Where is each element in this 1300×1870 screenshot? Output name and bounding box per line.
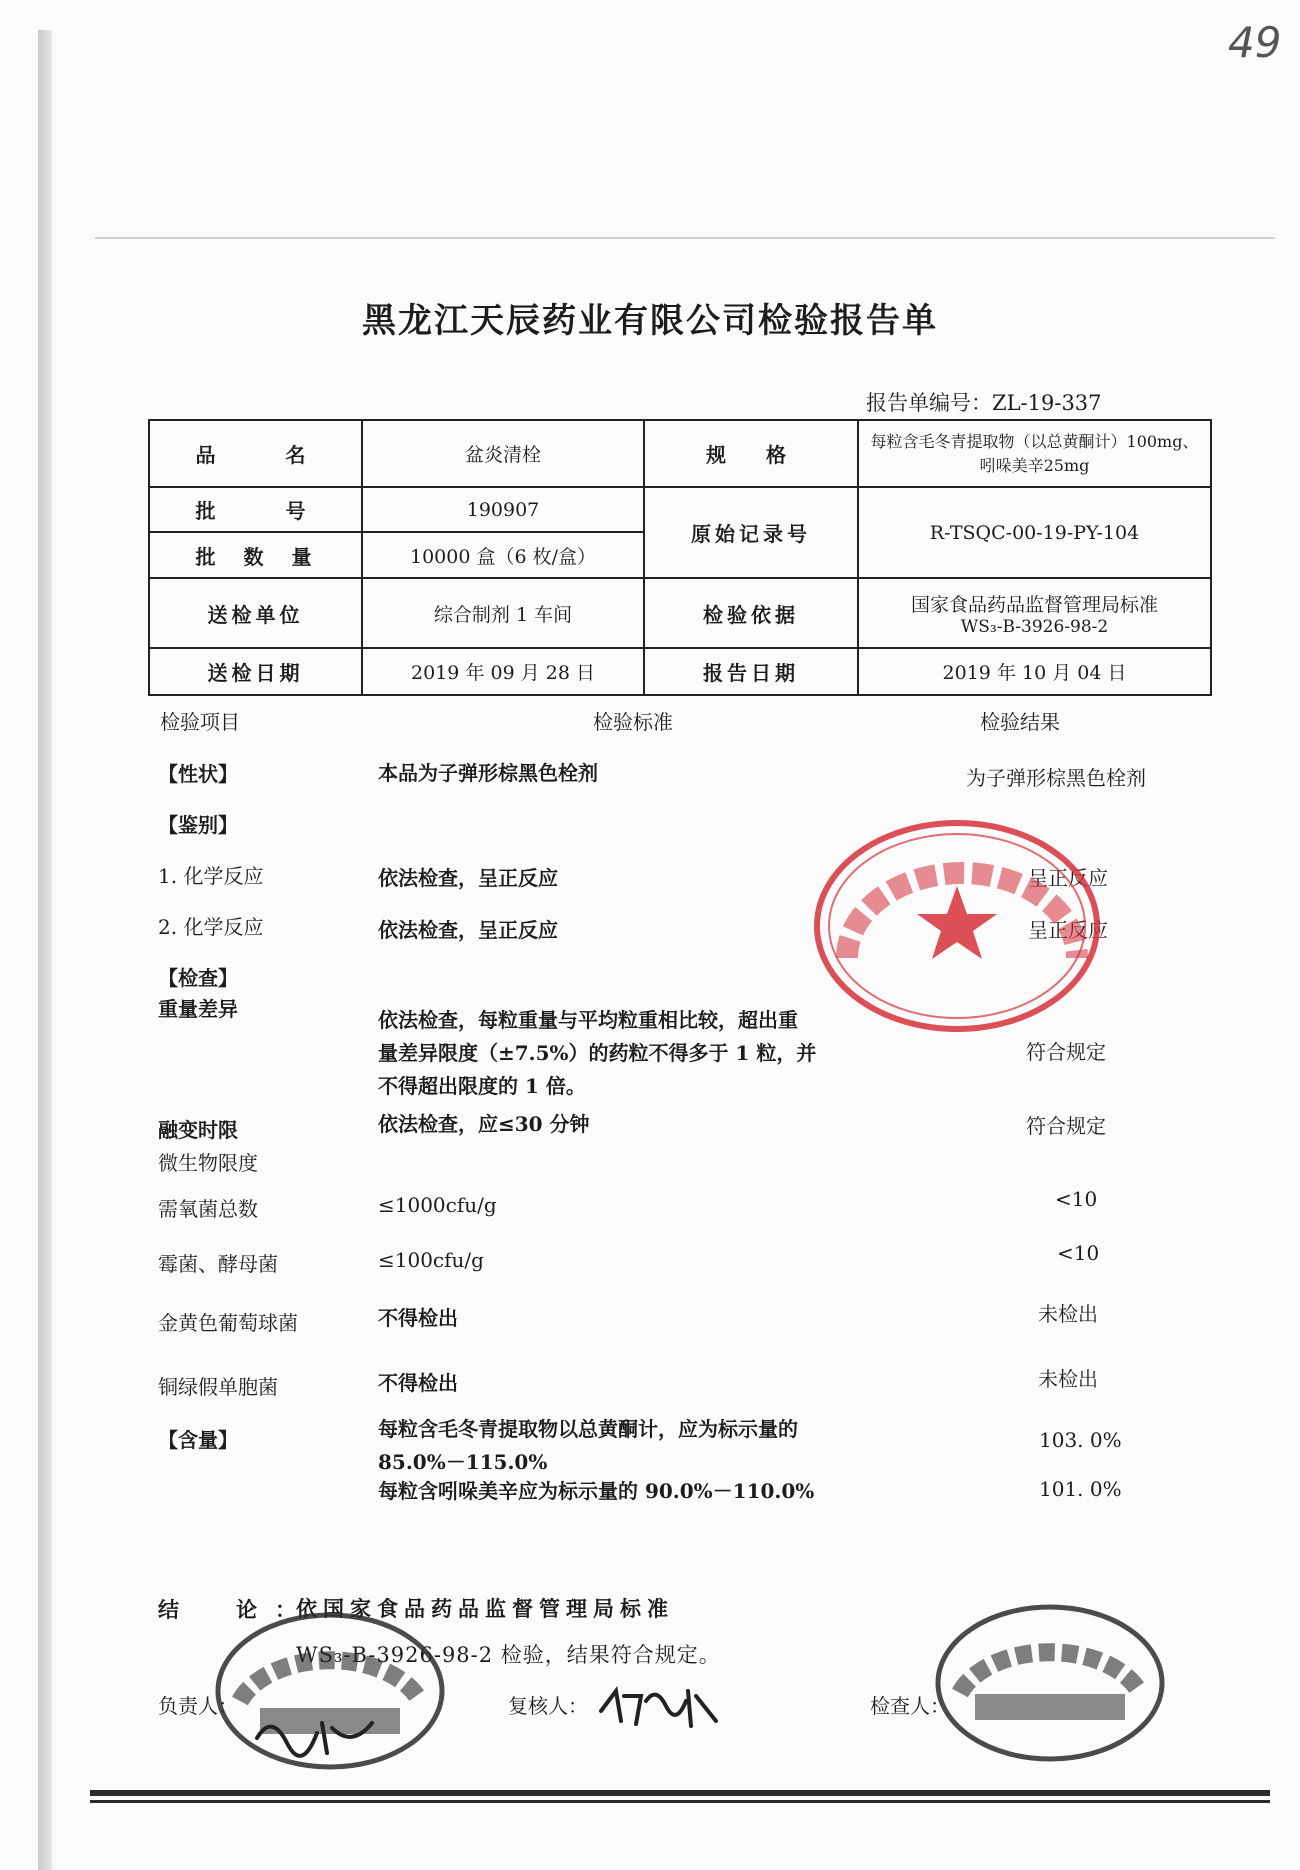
batch-no: 190907 — [362, 487, 644, 532]
info-table — [148, 419, 1212, 696]
chem-test-2-result: 呈正反应 — [1028, 918, 1108, 942]
section-assay: 【含量】 — [158, 1428, 238, 1452]
conclusion-label: 结 论： — [158, 1597, 314, 1622]
weight-variation-standard — [378, 1004, 816, 1103]
product-name: 盆炎清栓 — [362, 420, 644, 487]
reviewer-signature — [596, 1676, 726, 1736]
section-inspection: 【检查】 — [158, 966, 238, 990]
record-no: R-TSQC-00-19-PY-104 — [858, 487, 1211, 578]
basis-line-1: 国家食品药品监督管理局标准 — [910, 593, 1158, 616]
spec-value — [858, 420, 1211, 487]
appearance-result: 为子弹形棕黑色栓剂 — [966, 766, 1146, 790]
aerobic-count: 需氧菌总数 — [158, 1197, 258, 1221]
weight-std-line-3: 不得超出限度的 1 倍。 — [378, 1074, 586, 1098]
top-rule — [95, 237, 1275, 239]
page-number: 49 — [1228, 18, 1282, 67]
report-date: 2019 年 10 月 04 日 — [858, 648, 1211, 695]
mold-yeast-standard: ≤100cfu/g — [378, 1248, 484, 1272]
batch-no-label: 批 号 — [149, 487, 362, 532]
bottom-rule-1 — [90, 1790, 1270, 1796]
report-date-label: 报告日期 — [644, 648, 858, 695]
aerobic-result: <10 — [1055, 1187, 1098, 1211]
bottom-rule-2 — [90, 1800, 1270, 1803]
weight-std-line-2: 量差异限度（±7.5%）的药粒不得多于 1 粒，并 — [378, 1041, 817, 1065]
submit-unit: 综合制剂 1 车间 — [362, 578, 644, 648]
basis-line-2: WS₃-B-3926-98-2 — [960, 616, 1109, 637]
conclusion-line-2: WS₃-B-3926-98-2 检验，结果符合规定。 — [296, 1643, 721, 1667]
assay-std-line-1: 每粒含毛冬青提取物以总黄酮计，应为标示量的 — [378, 1417, 798, 1441]
weight-variation: 重量差异 — [158, 997, 238, 1021]
chem-test-2: 2. 化学反应 — [158, 915, 264, 939]
chem-test-2-standard: 依法检查，呈正反应 — [378, 918, 558, 942]
staphylococcus-aureus: 金黄色葡萄球菌 — [158, 1311, 298, 1335]
weight-std-line-1: 依法检查，每粒重量与平均粒重相比较，超出重 — [378, 1008, 798, 1032]
microbial-limit: 微生物限度 — [158, 1151, 258, 1175]
pseudomonas-standard: 不得检出 — [378, 1371, 458, 1395]
assay-std-line-2: 85.0%－115.0% — [378, 1450, 548, 1474]
red-quality-seal — [807, 808, 1147, 1048]
spec-label: 规 格 — [644, 420, 858, 487]
responsible-label: 负责人： — [158, 1694, 238, 1718]
header-standard: 检验标准 — [593, 710, 673, 734]
submit-date: 2019 年 09 月 28 日 — [362, 648, 644, 695]
header-result: 检验结果 — [980, 710, 1060, 734]
header-item: 检验项目 — [160, 710, 240, 734]
reviewer-label: 复核人： — [508, 1694, 588, 1718]
report-number: 报告单编号：ZL-19-337 — [866, 391, 1102, 415]
chem-test-1-standard: 依法检查，呈正反应 — [378, 866, 558, 890]
assay-result-1: 103. 0% — [1039, 1428, 1122, 1452]
aerobic-standard: ≤1000cfu/g — [378, 1193, 497, 1217]
responsible-signature — [252, 1708, 392, 1758]
inspector-label: 检查人： — [870, 1694, 950, 1718]
pseudomonas-aeruginosa: 铜绿假单胞菌 — [158, 1375, 278, 1399]
section-identification: 【鉴别】 — [158, 813, 238, 837]
document-title: 黑龙江天辰药业有限公司检验报告单 — [362, 301, 938, 341]
chem-test-1: 1. 化学反应 — [158, 864, 264, 888]
mold-yeast: 霉菌、酵母菌 — [158, 1252, 278, 1276]
assay-standard-1 — [378, 1413, 798, 1479]
melt-time-standard: 依法检查，应≤30 分钟 — [378, 1112, 590, 1136]
qc-department-seal — [930, 1598, 1170, 1768]
basis-label: 检验依据 — [644, 578, 858, 648]
basis-value — [858, 578, 1211, 648]
melt-time-limit: 融变时限 — [158, 1118, 238, 1142]
conclusion-line-1: 依国家食品药品监督管理局标准 — [296, 1596, 674, 1621]
melt-time-result: 符合规定 — [1026, 1114, 1106, 1138]
pseudomonas-result: 未检出 — [1038, 1367, 1098, 1391]
spec-line-2: 吲哚美辛25mg — [979, 455, 1090, 475]
assay-standard-2: 每粒含吲哚美辛应为标示量的 90.0%－110.0% — [378, 1479, 815, 1503]
appearance-standard: 本品为子弹形棕黑色栓剂 — [378, 761, 598, 785]
mold-yeast-result: <10 — [1057, 1241, 1100, 1265]
spec-line-1: 每粒含毛冬青提取物（以总黄酮计）100mg、 — [870, 431, 1199, 451]
submit-date-label: 送检日期 — [149, 648, 362, 695]
assay-result-2: 101. 0% — [1039, 1477, 1122, 1501]
record-no-label: 原始记录号 — [644, 487, 858, 578]
submit-unit-label: 送检单位 — [149, 578, 362, 648]
section-appearance: 【性状】 — [158, 762, 238, 786]
staph-result: 未检出 — [1038, 1302, 1098, 1326]
weight-variation-result: 符合规定 — [1026, 1040, 1106, 1064]
product-name-label: 品 名 — [149, 420, 362, 487]
staph-standard: 不得检出 — [378, 1306, 458, 1330]
chem-test-1-result: 呈正反应 — [1028, 866, 1108, 890]
batch-qty-label: 批 数 量 — [149, 532, 362, 578]
batch-qty: 10000 盒（6 枚/盒） — [362, 532, 644, 578]
